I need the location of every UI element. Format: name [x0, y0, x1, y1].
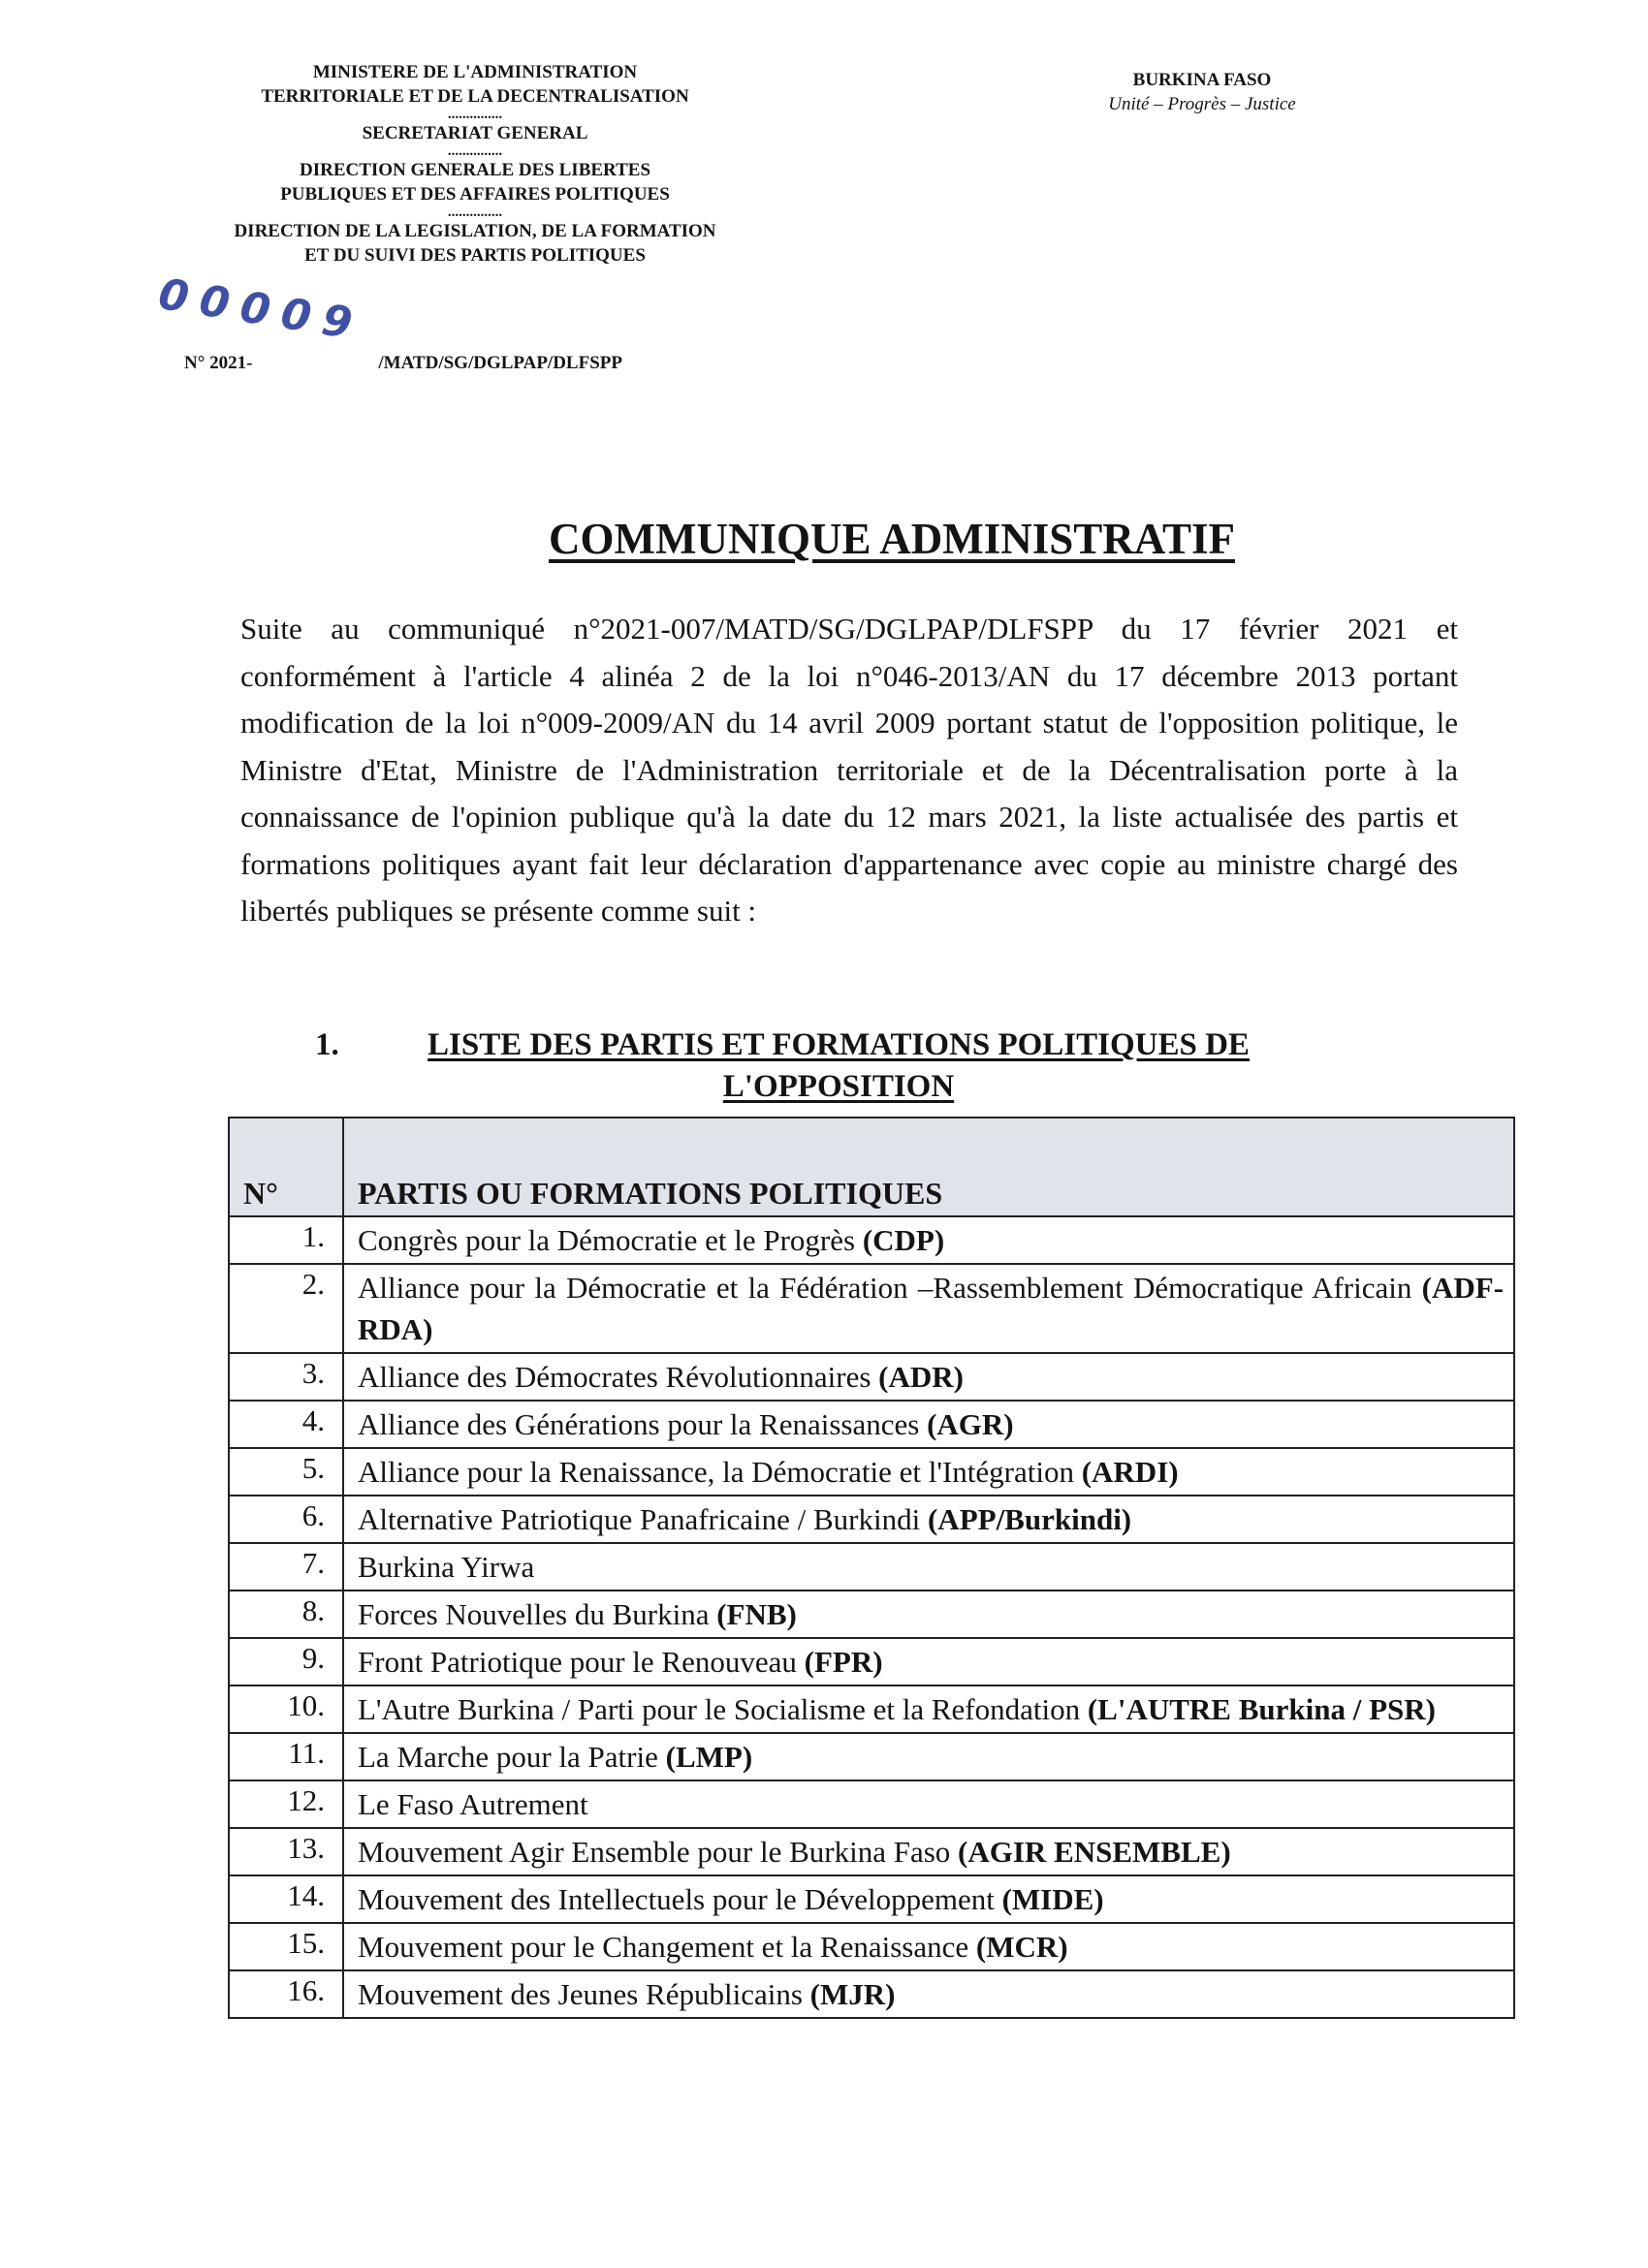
document-title: COMMUNIQUE ADMINISTRATIF: [549, 515, 1235, 563]
party-acronym: (CDP): [862, 1223, 945, 1257]
secretariat-line: SECRETARIAT GENERAL: [362, 123, 588, 143]
table-row: [229, 1448, 1514, 1496]
party-name: Alternative Patriotique Panafricaine / Burkindi: [358, 1502, 921, 1536]
party-cell: [343, 1543, 1514, 1591]
table-row: [229, 1923, 1514, 1970]
table-row: [229, 1638, 1514, 1685]
row-number: 6.: [229, 1496, 343, 1543]
party-acronym: (FPR): [804, 1645, 883, 1679]
row-number: 11.: [229, 1733, 343, 1780]
separator-dots: ...............: [447, 205, 503, 220]
table-row: [229, 1733, 1514, 1780]
section-number: 1.: [315, 1027, 339, 1062]
table-row: [229, 1543, 1514, 1591]
table-row: [229, 1875, 1514, 1923]
country-header: [1028, 68, 1377, 116]
party-acronym: (ARDI): [1081, 1455, 1179, 1489]
party-cell: [343, 1591, 1514, 1638]
row-number: 4.: [229, 1401, 343, 1448]
party-cell: [343, 1448, 1514, 1496]
row-number: 2.: [229, 1264, 343, 1353]
table-row: [229, 1780, 1514, 1828]
row-number: 16.: [229, 1970, 343, 2018]
party-name: Mouvement des Intellectuels pour le Développement: [358, 1882, 995, 1916]
direction-line-2: ET DU SUIVI DES PARTIS POLITIQUES: [304, 245, 646, 266]
party-cell: [343, 1685, 1514, 1733]
table-row: [229, 1828, 1514, 1875]
table-row: [229, 1401, 1514, 1448]
party-name: La Marche pour la Patrie: [358, 1740, 658, 1774]
party-name: Front Patriotique pour le Renouveau: [358, 1645, 797, 1679]
party-cell: [343, 1923, 1514, 1970]
party-acronym: (FNB): [716, 1597, 797, 1631]
reference-number: [184, 353, 622, 374]
table-row: [229, 1591, 1514, 1638]
ref-suffix: /MATD/SG/DGLPAP/DLFSPP: [378, 353, 622, 373]
column-header-party: PARTIS OU FORMATIONS POLITIQUES: [343, 1118, 1514, 1216]
registration-number-stamp: 00009: [155, 269, 367, 351]
party-name: Mouvement Agir Ensemble pour le Burkina Faso: [358, 1835, 951, 1869]
party-name: Congrès pour la Démocratie et le Progrès: [358, 1223, 856, 1257]
row-number: 7.: [229, 1543, 343, 1591]
row-number: 1.: [229, 1216, 343, 1264]
ministry-header: [136, 60, 814, 268]
row-number: 10.: [229, 1685, 343, 1733]
section-title: LISTE DES PARTIS ET FORMATIONS POLITIQUES DE L'OPPOSITION: [428, 1027, 1250, 1104]
party-cell: [343, 1970, 1514, 2018]
party-cell: [343, 1780, 1514, 1828]
party-acronym: (ADR): [878, 1360, 964, 1394]
party-name: Alliance pour la Démocratie et la Fédération –Rassemblement Démocratique Africain: [358, 1271, 1412, 1305]
party-acronym: (MCR): [975, 1930, 1068, 1964]
row-number: 12.: [229, 1780, 343, 1828]
table-row: [229, 1264, 1514, 1353]
row-number: 8.: [229, 1591, 343, 1638]
table-header-row: [229, 1118, 1514, 1216]
party-name: Alliance pour la Renaissance, la Démocratie et l'Intégration: [358, 1455, 1074, 1489]
party-name: L'Autre Burkina / Parti pour le Socialisme et la Refondation: [358, 1692, 1081, 1726]
table-row: [229, 1685, 1514, 1733]
table-body: [229, 1216, 1514, 2018]
ministry-line-2: TERRITORIALE ET DE LA DECENTRALISATION: [261, 86, 689, 107]
party-cell: [343, 1216, 1514, 1264]
party-acronym: (MJR): [809, 1977, 896, 2011]
dg-line-2: PUBLIQUES ET DES AFFAIRES POLITIQUES: [280, 184, 670, 205]
party-cell: [343, 1733, 1514, 1780]
party-cell: [343, 1264, 1514, 1353]
section-heading: [315, 1024, 1333, 1108]
table-row: [229, 1970, 1514, 2018]
table-row: [229, 1353, 1514, 1401]
party-cell: [343, 1828, 1514, 1875]
separator-dots: ...............: [447, 107, 503, 122]
ref-prefix: N° 2021-: [184, 353, 253, 373]
party-name: Mouvement pour le Changement et la Renaissance: [358, 1930, 969, 1964]
party-acronym: (AGR): [927, 1407, 1014, 1441]
table-row: [229, 1496, 1514, 1543]
party-name: Burkina Yirwa: [358, 1550, 535, 1584]
party-acronym: (ADF-RDA): [358, 1271, 1505, 1346]
intro-paragraph: Suite au communiqué n°2021-007/MATD/SG/DGLPAP/DLFSPP du 17 février 2021 et conformément à l'article 4 alinéa 2 de la loi n°046-2013/AN du 17 décembre 2013 portant modification de la loi n°009-2009/AN du 14 avril 2009 portant statut de l'opposition politique, le Ministre d'Etat, Ministre de l'Administration territoriale et de la Décentralisation porte à la connaissance de l'opinion publique qu'à la date du 12 mars 2021, la liste actualisée des partis et formations politiques ayant fait leur déclaration d'appartenance avec copie au ministre chargé des libertés publiques se présente comme suit :: [240, 612, 1458, 928]
separator-dots: ...............: [447, 143, 503, 159]
row-number: 3.: [229, 1353, 343, 1401]
party-cell: [343, 1401, 1514, 1448]
row-number: 5.: [229, 1448, 343, 1496]
row-number: 13.: [229, 1828, 343, 1875]
column-header-number: N°: [229, 1118, 343, 1216]
ministry-line-1: MINISTERE DE L'ADMINISTRATION: [312, 62, 638, 82]
national-motto: Unité – Progrès – Justice: [1108, 94, 1296, 114]
country-name: BURKINA FASO: [1132, 70, 1272, 90]
row-number: 9.: [229, 1638, 343, 1685]
row-number: 15.: [229, 1923, 343, 1970]
party-name: Alliance des Générations pour la Renaissances: [358, 1407, 920, 1441]
party-cell: [343, 1638, 1514, 1685]
party-cell: [343, 1875, 1514, 1923]
party-acronym: (APP/Burkindi): [927, 1502, 1132, 1536]
party-name: Alliance des Démocrates Révolutionnaires: [358, 1360, 872, 1394]
parties-table: [228, 1117, 1515, 2019]
row-number: 14.: [229, 1875, 343, 1923]
party-acronym: (LMP): [665, 1740, 753, 1774]
table-row: [229, 1216, 1514, 1264]
dg-line-1: DIRECTION GENERALE DES LIBERTES: [299, 160, 651, 180]
party-acronym: (MIDE): [1001, 1882, 1104, 1916]
party-name: Mouvement des Jeunes Républicains: [358, 1977, 803, 2011]
direction-line-1: DIRECTION DE LA LEGISLATION, DE LA FORMATION: [234, 221, 716, 241]
party-cell: [343, 1353, 1514, 1401]
party-name: Forces Nouvelles du Burkina: [358, 1597, 710, 1631]
party-name: Le Faso Autrement: [358, 1787, 588, 1821]
party-acronym: (AGIR ENSEMBLE): [958, 1835, 1231, 1869]
party-cell: [343, 1496, 1514, 1543]
party-acronym: (L'AUTRE Burkina / PSR): [1087, 1692, 1437, 1726]
